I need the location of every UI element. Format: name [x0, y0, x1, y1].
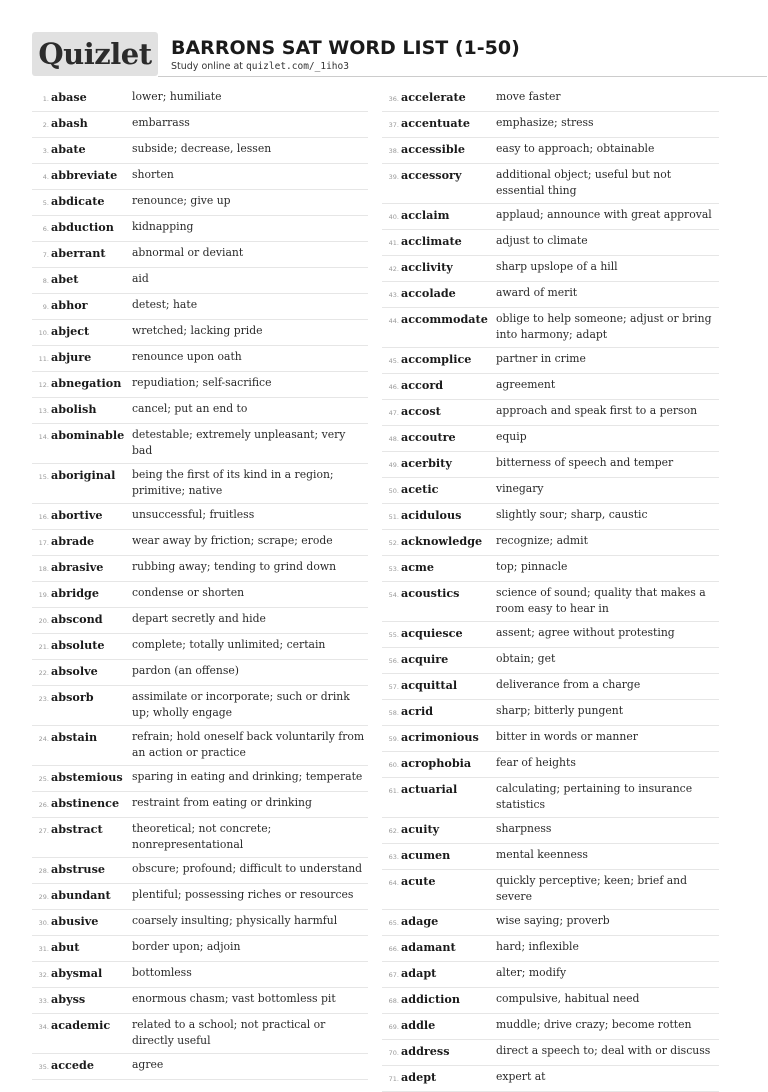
word-term: acrophobia: [401, 756, 472, 770]
word-row: [32, 268, 368, 294]
word-definition: embarrass: [132, 116, 190, 129]
word-number: 57.: [388, 683, 399, 691]
word-number: 54.: [388, 591, 399, 599]
word-number: 39.: [388, 173, 399, 181]
word-row: [382, 988, 719, 1014]
word-number: 3.: [42, 147, 49, 155]
word-row: [32, 660, 368, 686]
word-definition: aid: [132, 272, 149, 285]
word-number: 62.: [388, 827, 399, 835]
word-number: 70.: [388, 1049, 399, 1057]
word-number: 63.: [388, 853, 399, 861]
word-term: abstract: [51, 822, 103, 836]
word-term: adept: [401, 1070, 437, 1084]
word-term: acquittal: [401, 678, 458, 692]
word-definition: fear of heights: [496, 756, 576, 769]
word-definition: partner in crime: [496, 352, 586, 365]
word-number: 15.: [38, 473, 49, 481]
word-definition: refrain; hold oneself back voluntarily from an action or practice: [132, 730, 365, 759]
word-term: absolve: [51, 664, 98, 678]
word-row: [32, 936, 368, 962]
word-term: acidulous: [401, 508, 462, 522]
word-term: acuity: [401, 822, 440, 836]
study-online-line: [171, 61, 349, 72]
word-number: 7.: [42, 251, 49, 259]
word-row: [32, 530, 368, 556]
word-row: [382, 778, 719, 818]
word-number: 30.: [38, 919, 49, 927]
word-term: accommodate: [401, 312, 488, 326]
word-row: [382, 400, 719, 426]
word-term: academic: [51, 1018, 111, 1032]
word-term: abhor: [51, 298, 88, 312]
word-row: [382, 282, 719, 308]
word-definition: compulsive, habitual need: [496, 992, 640, 1005]
word-definition: bottomless: [132, 966, 192, 979]
word-definition: obscure; profound; difficult to understand: [132, 862, 363, 875]
word-definition: mental keenness: [496, 848, 588, 861]
word-row: [382, 674, 719, 700]
word-number: 44.: [388, 317, 399, 325]
word-row: [32, 910, 368, 936]
word-number: 8.: [42, 277, 49, 285]
word-number: 49.: [388, 461, 399, 469]
word-term: abscond: [51, 612, 103, 626]
word-term: accessible: [401, 142, 466, 156]
word-row: [382, 700, 719, 726]
word-number: 10.: [38, 329, 49, 337]
word-definition: being the first of its kind in a region; primitive; native: [132, 468, 334, 497]
word-number: 48.: [388, 435, 399, 443]
word-number: 34.: [38, 1023, 49, 1031]
word-row: [382, 426, 719, 452]
word-number: 35.: [38, 1063, 49, 1071]
word-row: [382, 844, 719, 870]
word-number: 22.: [38, 669, 49, 677]
word-definition: condense or shorten: [132, 586, 245, 599]
word-term: abusive: [51, 914, 99, 928]
header-divider: [158, 76, 767, 77]
word-definition: coarsely insulting; physically harmful: [132, 914, 338, 927]
word-row: [382, 308, 719, 348]
word-number: 31.: [38, 945, 49, 953]
word-number: 69.: [388, 1023, 399, 1031]
word-term: abject: [51, 324, 90, 338]
word-row: [382, 374, 719, 400]
word-term: accost: [401, 404, 441, 418]
word-number: 18.: [38, 565, 49, 573]
word-term: abstemious: [51, 770, 123, 784]
word-definition: assimilate or incorporate; such or drink up; wholly engage: [132, 690, 350, 719]
word-number: 2.: [42, 121, 49, 129]
page-title: BARRONS SAT WORD LIST (1-50): [171, 37, 520, 59]
word-definition: sharp; bitterly pungent: [496, 704, 624, 717]
word-term: acclaim: [401, 208, 450, 222]
word-number: 28.: [38, 867, 49, 875]
word-definition: renounce; give up: [132, 194, 231, 207]
word-term: acme: [401, 560, 435, 574]
word-definition: applaud; announce with great approval: [496, 208, 712, 221]
word-row: [32, 884, 368, 910]
word-row: [32, 726, 368, 766]
word-number: 59.: [388, 735, 399, 743]
page-header: [32, 32, 735, 78]
word-definition: award of merit: [496, 286, 578, 299]
word-term: abortive: [51, 508, 103, 522]
word-definition: wise saying; proverb: [496, 914, 610, 927]
word-row: [382, 478, 719, 504]
word-definition: approach and speak first to a person: [496, 404, 698, 417]
word-row: [32, 556, 368, 582]
word-term: addiction: [401, 992, 460, 1006]
logo-text: Quizlet: [38, 37, 152, 71]
word-number: 56.: [388, 657, 399, 665]
word-term: adamant: [401, 940, 456, 954]
word-row: [382, 870, 719, 910]
word-number: 17.: [38, 539, 49, 547]
word-row: [382, 504, 719, 530]
word-row: [382, 112, 719, 138]
word-row: [32, 372, 368, 398]
word-number: 71.: [388, 1075, 399, 1083]
word-definition: alter; modify: [496, 966, 567, 979]
word-number: 25.: [38, 775, 49, 783]
word-row: [382, 1066, 719, 1092]
word-row: [32, 294, 368, 320]
word-row: [32, 164, 368, 190]
word-term: address: [401, 1044, 450, 1058]
word-definition: sparing in eating and drinking; temperate: [132, 770, 363, 783]
word-row: [382, 726, 719, 752]
word-number: 43.: [388, 291, 399, 299]
word-row: [32, 138, 368, 164]
word-definition: abnormal or deviant: [132, 246, 244, 259]
word-term: abolish: [51, 402, 97, 416]
word-number: 23.: [38, 695, 49, 703]
word-term: acknowledge: [401, 534, 483, 548]
word-definition: wretched; lacking pride: [132, 324, 263, 337]
word-number: 24.: [38, 735, 49, 743]
word-number: 64.: [388, 879, 399, 887]
word-row: [382, 256, 719, 282]
word-term: abstain: [51, 730, 98, 744]
word-row: [32, 346, 368, 372]
word-term: acetic: [401, 482, 439, 496]
word-row: [32, 818, 368, 858]
word-definition: renounce upon oath: [132, 350, 242, 363]
word-term: abstinence: [51, 796, 120, 810]
word-number: 12.: [38, 381, 49, 389]
word-definition: oblige to help someone; adjust or bring into harmony; adapt: [496, 312, 712, 341]
word-number: 67.: [388, 971, 399, 979]
word-row: [32, 766, 368, 792]
word-row: [382, 910, 719, 936]
word-number: 46.: [388, 383, 399, 391]
word-row: [32, 464, 368, 504]
word-row: [32, 1014, 368, 1054]
word-number: 29.: [38, 893, 49, 901]
left-word-column: [32, 86, 368, 1080]
word-number: 38.: [388, 147, 399, 155]
word-row: [32, 608, 368, 634]
word-term: acerbity: [401, 456, 452, 470]
word-number: 27.: [38, 827, 49, 835]
word-row: [382, 530, 719, 556]
word-term: accelerate: [401, 90, 466, 104]
word-definition: detest; hate: [132, 298, 198, 311]
word-row: [382, 648, 719, 674]
word-row: [32, 686, 368, 726]
word-row: [382, 622, 719, 648]
word-row: [382, 1014, 719, 1040]
word-term: abet: [51, 272, 79, 286]
word-definition: restraint from eating or drinking: [132, 796, 312, 809]
word-row: [382, 752, 719, 778]
word-term: aboriginal: [51, 468, 116, 482]
study-url-link[interactable]: quizlet.com/_1iho3: [246, 61, 349, 72]
word-definition: adjust to climate: [496, 234, 588, 247]
word-definition: deliverance from a charge: [496, 678, 641, 691]
word-row: [32, 792, 368, 818]
word-number: 4.: [42, 173, 49, 181]
word-number: 11.: [38, 355, 49, 363]
word-definition: science of sound; quality that makes a room easy to hear in: [496, 586, 706, 615]
word-definition: lower; humiliate: [132, 90, 222, 103]
word-number: 66.: [388, 945, 399, 953]
word-number: 65.: [388, 919, 399, 927]
word-term: accentuate: [401, 116, 470, 130]
word-definition: enormous chasm; vast bottomless pit: [132, 992, 336, 1005]
word-definition: calculating; pertaining to insurance statistics: [496, 782, 693, 811]
word-term: acclivity: [401, 260, 453, 274]
word-definition: hard; inflexible: [496, 940, 579, 953]
word-row: [382, 138, 719, 164]
word-term: abridge: [51, 586, 99, 600]
word-number: 14.: [38, 433, 49, 441]
word-number: 6.: [42, 225, 49, 233]
word-definition: muddle; drive crazy; become rotten: [496, 1018, 692, 1031]
word-term: absorb: [51, 690, 94, 704]
word-definition: repudiation; self-sacrifice: [132, 376, 272, 389]
word-number: 21.: [38, 643, 49, 651]
word-term: acquiesce: [401, 626, 463, 640]
word-term: absolute: [51, 638, 105, 652]
word-term: abrade: [51, 534, 95, 548]
word-definition: move faster: [496, 90, 561, 103]
word-term: accede: [51, 1058, 94, 1072]
word-term: actuarial: [401, 782, 458, 796]
word-definition: emphasize; stress: [496, 116, 594, 129]
word-definition: bitter in words or manner: [496, 730, 638, 743]
word-row: [32, 634, 368, 660]
word-definition: obtain; get: [496, 652, 556, 665]
word-term: abase: [51, 90, 87, 104]
word-row: [32, 858, 368, 884]
word-row: [382, 86, 719, 112]
word-term: acclimate: [401, 234, 462, 248]
word-term: accessory: [401, 168, 462, 182]
word-term: abstruse: [51, 862, 105, 876]
word-term: abash: [51, 116, 88, 130]
word-term: accolade: [401, 286, 456, 300]
word-term: acumen: [401, 848, 451, 862]
word-definition: quickly perceptive; keen; brief and severe: [496, 874, 688, 903]
word-row: [382, 348, 719, 374]
word-term: abominable: [51, 428, 125, 442]
word-term: abyss: [51, 992, 86, 1006]
word-row: [32, 424, 368, 464]
word-term: acoustics: [401, 586, 460, 600]
word-number: 50.: [388, 487, 399, 495]
word-definition: equip: [496, 430, 527, 443]
word-number: 1.: [42, 95, 49, 103]
word-row: [32, 242, 368, 268]
word-row: [32, 86, 368, 112]
word-number: 60.: [388, 761, 399, 769]
word-term: abnegation: [51, 376, 122, 390]
word-term: abdicate: [51, 194, 105, 208]
word-definition: assent; agree without protesting: [496, 626, 675, 639]
word-term: abjure: [51, 350, 92, 364]
word-number: 9.: [42, 303, 49, 311]
word-row: [382, 818, 719, 844]
word-term: adage: [401, 914, 439, 928]
word-definition: border upon; adjoin: [132, 940, 241, 953]
word-row: [32, 988, 368, 1014]
word-term: abysmal: [51, 966, 103, 980]
word-term: abut: [51, 940, 80, 954]
word-row: [32, 398, 368, 424]
word-number: 58.: [388, 709, 399, 717]
word-row: [32, 582, 368, 608]
word-number: 41.: [388, 239, 399, 247]
word-number: 53.: [388, 565, 399, 573]
word-definition: pardon (an offense): [132, 664, 239, 677]
word-number: 61.: [388, 787, 399, 795]
word-definition: vinegary: [496, 482, 544, 495]
word-row: [32, 962, 368, 988]
right-word-column: [382, 86, 719, 1092]
word-definition: agree: [132, 1058, 164, 1071]
word-definition: slightly sour; sharp, caustic: [496, 508, 648, 521]
quizlet-logo[interactable]: [32, 32, 158, 76]
word-number: 55.: [388, 631, 399, 639]
word-row: [32, 190, 368, 216]
word-definition: theoretical; not concrete; nonrepresentational: [132, 822, 272, 851]
word-definition: rubbing away; tending to grind down: [132, 560, 337, 573]
word-definition: subside; decrease, lessen: [132, 142, 272, 155]
word-number: 19.: [38, 591, 49, 599]
word-row: [382, 582, 719, 622]
word-number: 16.: [38, 513, 49, 521]
word-definition: direct a speech to; deal with or discuss: [496, 1044, 711, 1057]
word-definition: detestable; extremely unpleasant; very bad: [132, 428, 346, 457]
word-number: 52.: [388, 539, 399, 547]
word-number: 68.: [388, 997, 399, 1005]
word-number: 26.: [38, 801, 49, 809]
word-row: [382, 556, 719, 582]
word-term: addle: [401, 1018, 436, 1032]
word-number: 5.: [42, 199, 49, 207]
word-number: 20.: [38, 617, 49, 625]
word-definition: kidnapping: [132, 220, 194, 233]
word-number: 37.: [388, 121, 399, 129]
word-row: [382, 962, 719, 988]
word-row: [382, 1040, 719, 1066]
subtitle-prefix: Study online at: [171, 61, 247, 72]
word-term: acrimonious: [401, 730, 479, 744]
word-definition: shorten: [132, 168, 174, 181]
word-definition: related to a school; not practical or directly useful: [132, 1018, 326, 1047]
word-row: [32, 504, 368, 530]
word-definition: plentiful; possessing riches or resources: [132, 888, 354, 901]
word-number: 40.: [388, 213, 399, 221]
word-number: 33.: [38, 997, 49, 1005]
word-number: 32.: [38, 971, 49, 979]
word-row: [32, 216, 368, 242]
word-row: [382, 230, 719, 256]
word-definition: depart secretly and hide: [132, 612, 266, 625]
word-definition: recognize; admit: [496, 534, 588, 547]
word-term: acute: [401, 874, 436, 888]
word-row: [382, 164, 719, 204]
word-term: adapt: [401, 966, 437, 980]
word-definition: expert at: [496, 1070, 546, 1083]
word-definition: easy to approach; obtainable: [496, 142, 655, 155]
word-term: abundant: [51, 888, 111, 902]
word-row: [382, 936, 719, 962]
word-row: [382, 452, 719, 478]
word-number: 36.: [388, 95, 399, 103]
word-number: 13.: [38, 407, 49, 415]
word-term: accoutre: [401, 430, 456, 444]
word-number: 51.: [388, 513, 399, 521]
word-term: abbreviate: [51, 168, 118, 182]
word-row: [32, 112, 368, 138]
word-term: accord: [401, 378, 444, 392]
word-term: accomplice: [401, 352, 472, 366]
word-row: [382, 204, 719, 230]
word-definition: top; pinnacle: [496, 560, 568, 573]
word-definition: bitterness of speech and temper: [496, 456, 674, 469]
word-definition: additional object; useful but not essential thing: [496, 168, 672, 197]
word-number: 47.: [388, 409, 399, 417]
word-definition: complete; totally unlimited; certain: [132, 638, 326, 651]
word-term: abate: [51, 142, 86, 156]
word-row: [32, 320, 368, 346]
word-definition: sharpness: [496, 822, 552, 835]
word-term: aberrant: [51, 246, 106, 260]
word-term: abrasive: [51, 560, 104, 574]
word-definition: agreement: [496, 378, 556, 391]
word-term: abduction: [51, 220, 114, 234]
word-definition: wear away by friction; scrape; erode: [132, 534, 333, 547]
word-number: 45.: [388, 357, 399, 365]
word-definition: unsuccessful; fruitless: [132, 508, 255, 521]
word-row: [32, 1054, 368, 1080]
word-definition: sharp upslope of a hill: [496, 260, 618, 273]
word-term: acrid: [401, 704, 434, 718]
word-definition: cancel; put an end to: [132, 402, 248, 415]
word-number: 42.: [388, 265, 399, 273]
word-term: acquire: [401, 652, 449, 666]
